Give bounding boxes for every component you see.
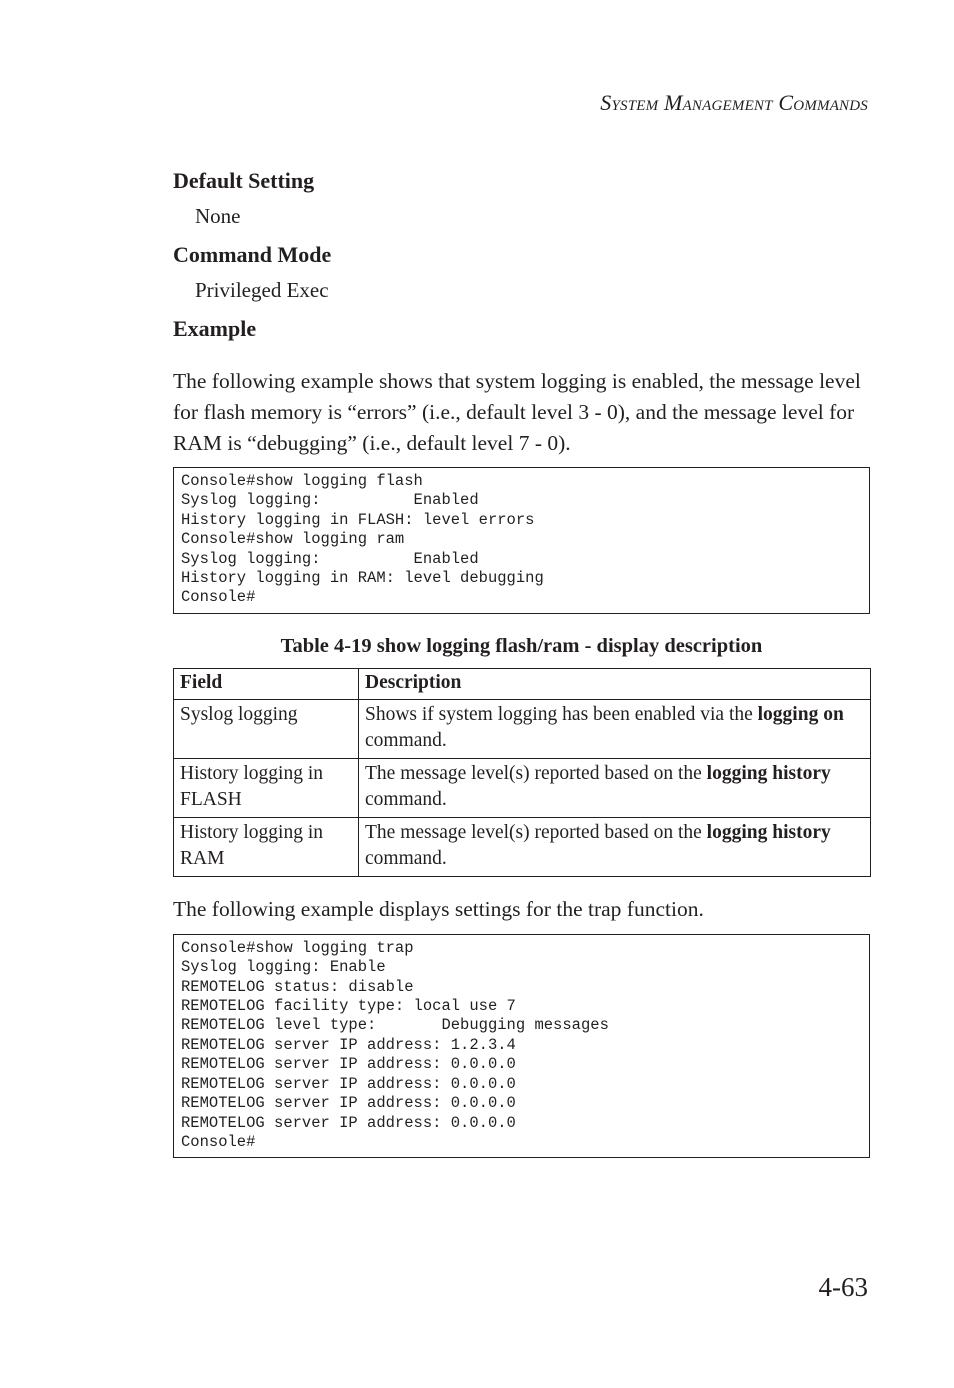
description-cell: The message level(s) reported based on the logging history command. bbox=[359, 758, 871, 817]
page-content bbox=[173, 166, 870, 1158]
description-cell: The message level(s) reported based on the logging history command. bbox=[359, 817, 871, 876]
table-row bbox=[174, 817, 871, 876]
intro-paragraph: The following example shows that system logging is enabled, the message level for flash memory is “errors” (i.e., default level 3 - 0), and the message level for RAM is “debugging” (i.e., default level 7 - 0). bbox=[173, 369, 861, 455]
trap-paragraph: The following example displays settings for the trap function. bbox=[173, 896, 704, 921]
field-cell: History logging in FLASH bbox=[174, 758, 359, 817]
table-row bbox=[174, 699, 871, 758]
field-cell: History logging in RAM bbox=[174, 817, 359, 876]
page-number: 4-63 bbox=[818, 1272, 868, 1302]
running-header-word-1: System bbox=[600, 90, 659, 115]
column-header-field: Field bbox=[174, 668, 359, 699]
table-header-row bbox=[174, 668, 871, 699]
field-cell: Syslog logging bbox=[174, 699, 359, 758]
table-caption: Table 4-19 show logging flash/ram - display description bbox=[280, 634, 763, 657]
default-setting-value: None bbox=[195, 204, 241, 228]
running-header-word-2: Management bbox=[664, 90, 773, 115]
command-name: logging on bbox=[757, 703, 844, 725]
default-setting-heading: Default Setting bbox=[173, 168, 315, 193]
column-header-description: Description bbox=[359, 668, 871, 699]
command-mode-value: Privileged Exec bbox=[195, 278, 329, 302]
display-description-table bbox=[173, 668, 871, 877]
command-mode-heading: Command Mode bbox=[173, 242, 332, 267]
command-name: logging history bbox=[706, 821, 831, 843]
example-heading: Example bbox=[173, 316, 257, 341]
table-row bbox=[174, 758, 871, 817]
running-header-word-3: Commands bbox=[778, 90, 868, 115]
code-block-logging-flash-ram: Console#show logging flash Syslog logging: Enabled History logging in FLASH: level errors Console#show logging ram Syslog logging: Enabled History logging in RAM: level debugging Console# bbox=[173, 467, 870, 614]
command-name: logging history bbox=[706, 762, 831, 784]
description-cell: Shows if system logging has been enabled via the logging on command. bbox=[359, 699, 871, 758]
code-block-logging-trap: Console#show logging trap Syslog logging: Enable REMOTELOG status: disable REMOTELOG facility type: local use 7 REMOTELOG level type: Debugging messages REMOTELOG server IP address: 1.2.3.4 REMOTELOG server IP address: 0.0.0.0 REMOTELOG server IP address: 0.0.0.0 REMOTELOG server IP address: 0.0.0.0 REMOTELOG server IP address: 0.0.0.0 Console# bbox=[173, 934, 870, 1158]
running-header bbox=[600, 90, 868, 116]
